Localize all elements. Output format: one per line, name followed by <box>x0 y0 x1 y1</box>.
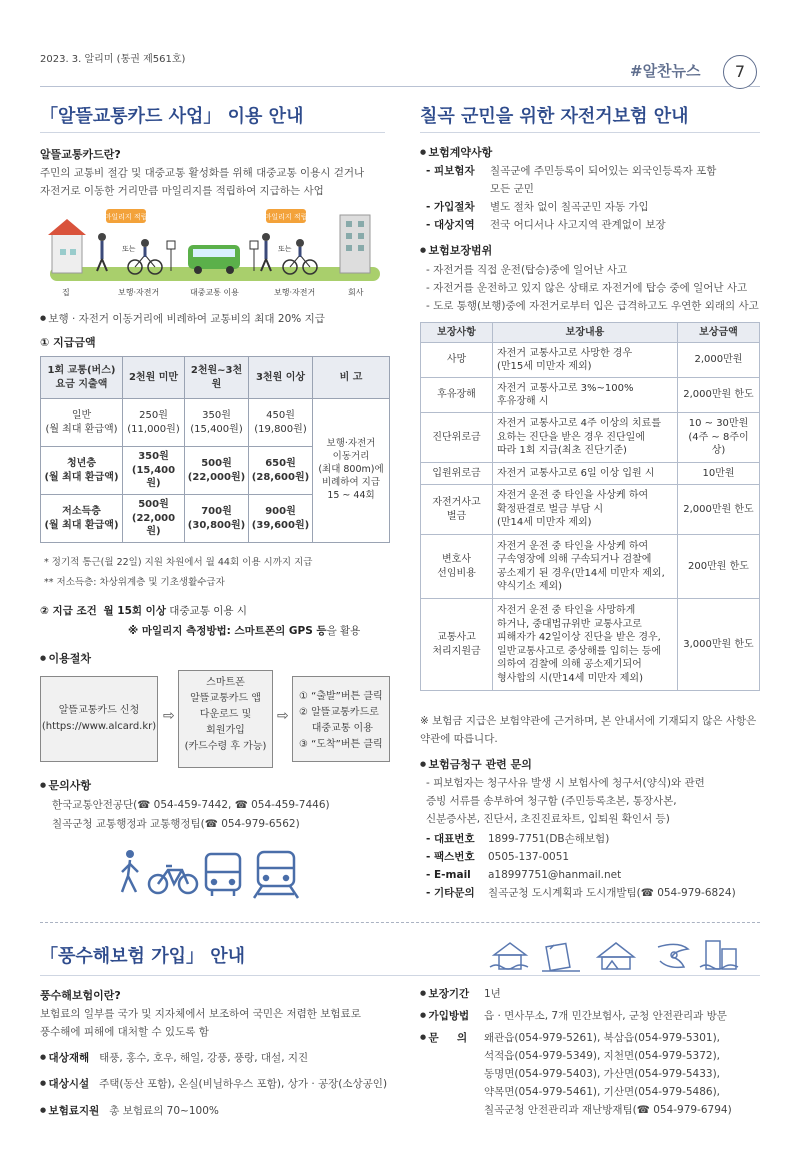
header-divider <box>40 86 760 87</box>
footnote-2: ** 저소득층: 차상위계층 및 기초생활수급자 <box>44 577 225 588</box>
claim-key: - 대표번호 <box>426 833 475 845</box>
flooded-building-icon <box>700 941 738 969</box>
commute-illustration <box>40 205 390 300</box>
flood-what-line: 보험료의 일부를 국가 및 지자체에서 보조하여 국민은 저렴한 보험료로 <box>40 1008 361 1020</box>
coverage-header: 보상금액 <box>678 323 760 343</box>
claim-email[interactable]: a18997751@hanmail.net <box>488 869 622 882</box>
claim-key: - 팩스번호 <box>426 851 475 864</box>
earthquake-building-icon <box>542 943 580 971</box>
flood-item-key: ● 보험료지원 <box>40 1105 99 1117</box>
coverage-cell: 진단위로금 <box>421 413 493 463</box>
refund-cell: 900원 (39,600원) <box>249 495 313 543</box>
flow-arrow-icon: ⇨ <box>163 708 175 724</box>
coverage-table <box>420 322 760 691</box>
coverage-cell: 자전거 운전 중 타인을 사상케 하여 확정판결로 벌금 부담 시 (만14세 미만자 제외) <box>493 485 678 535</box>
refund-cell: 250원 (11,000원) <box>123 399 185 447</box>
refund-header: 2천원~3천원 <box>185 357 249 399</box>
walking-icon <box>122 850 138 892</box>
scope-item: - 자전거를 운전하고 있지 않은 상태로 자전거에 탑승 중에 일어난 사고 <box>426 282 748 295</box>
flood-what-line: 풍수해에 피해에 대처할 수 있도록 함 <box>40 1026 209 1039</box>
flood-right-value: 1년 <box>484 988 501 1000</box>
collapsed-house-icon <box>598 943 634 969</box>
contract-key: - 대상지역 <box>426 218 475 231</box>
flow-step-apply: 알뜰교통카드 신청 (https://www.alcard.kr) <box>40 676 158 762</box>
flood-title: 「풍수해보험 가입」 안내 <box>40 946 246 967</box>
flood-right-key: ● 보장기간 <box>420 985 484 1003</box>
refund-header: 1회 교통(버스) 요금 지출액 <box>41 357 123 399</box>
grass-strip <box>50 267 380 281</box>
walker-head <box>98 233 106 241</box>
bus-stop-sign <box>167 241 175 249</box>
coverage-cell: 2,000만원 <box>678 343 760 378</box>
coverage-cell: 3,000만원 한도 <box>678 599 760 691</box>
cond-label: ② 지급 조건 <box>40 605 97 617</box>
refund-cell: 저소득층 (월 최대 환급액) <box>41 495 123 543</box>
bike-terms-note: ※ 보험금 지급은 보험약관에 근거하며, 본 안내서에 기재되지 않은 사항은 약관에 따릅니다. <box>420 715 757 745</box>
roof-shape <box>48 219 86 235</box>
coverage-header: 보장내용 <box>493 323 678 343</box>
train-icon <box>254 852 298 898</box>
coverage-cell: 자전거 운전 중 타인을 사상케 하여 구속영장에 의해 구속되거나 검찰에 공소제기 된 경우(만14세 미만자 제외, 약식기소 제외) <box>493 535 678 599</box>
coverage-cell: 2,000만원 한도 <box>678 378 760 413</box>
refund-cell: 500원 (22,000원) <box>123 495 185 543</box>
flood-item-key: ● 대상재해 <box>40 1052 89 1064</box>
bike-title-rule <box>420 132 760 133</box>
label-walk-bike: 보행·자전거 <box>118 288 160 297</box>
refund-cell: 일반 (월 최대 환급액) <box>41 399 123 447</box>
card-title-rule <box>40 132 385 133</box>
bus-icon-blue <box>206 854 240 896</box>
flood-right-value: 읍 · 면사무소, 7개 민간보험사, 군청 안전관리과 방문 <box>484 1010 727 1023</box>
flow-step-use: ① “출발”버튼 클릭 ② 알뜰교통카드로 대중교통 이용 ③ “도착”버튼 클릭 <box>292 676 390 762</box>
office-building-icon <box>340 215 370 273</box>
coverage-cell: 사망 <box>421 343 493 378</box>
contract-key: - 피보험자 <box>426 165 475 177</box>
mileage-label-1: 마일리지 적립 <box>104 213 148 221</box>
flood-item-key: ● 대상시설 <box>40 1078 89 1090</box>
walker-head-2 <box>262 233 270 241</box>
card-what-line: 주민의 교통비 절감 및 대중교통 활성화를 위해 대중교통 이용시 걷거나 <box>40 167 365 179</box>
coverage-cell: 10 ~ 30만원 (4주 ~ 8주이상) <box>678 413 760 463</box>
disaster-icons <box>488 937 750 975</box>
refund-header: 비 고 <box>313 357 390 399</box>
refund-header: 2천원 미만 <box>123 357 185 399</box>
card-what-heading: 알뜰교통카드란? <box>40 148 121 161</box>
or-label-1: 또는 <box>122 245 136 253</box>
gps-suffix: 을 활용 <box>326 625 361 637</box>
issue-date: 2023. 3. 알리미 (통권 제561호) <box>40 54 186 65</box>
house-icon <box>52 233 82 273</box>
contract-value: 전국 어디서나 사고지역 관계없이 보장 <box>490 218 666 231</box>
or-label-2: 또는 <box>278 245 292 253</box>
claim-heading: ● 보험금청구 관련 문의 <box>420 757 532 774</box>
bicycle-icon-blue <box>149 866 197 893</box>
refund-header: 3천원 이상 <box>249 357 313 399</box>
cond-value: 월 15회 이상 <box>103 605 166 617</box>
flood-right-value: 왜관읍(054-979-5261), 북삼읍(054-979-5301), 석적읍(054-979-5349), 지천면(054-979-5372), 동명면(054-979-5403), 가산면(054-979-5433), 약목면(054-979-5461), 기산면(054-979-5486), 칠곡군청 안전관리과 재난방재팀(☎ 054-979-6794) <box>484 1032 732 1117</box>
coverage-cell: 자전거사고 벌금 <box>421 485 493 535</box>
coverage-cell: 10만원 <box>678 463 760 485</box>
card-bullet-refund: ● 보행 · 자전거 이동거리에 비례하여 교통비의 최대 20% 지급 <box>40 310 325 328</box>
refund-table <box>40 356 390 543</box>
coverage-cell: 자전거 교통사고로 사망한 경우 (만15세 미만자 제외) <box>493 343 678 378</box>
refund-cell: 350원 (15,400원) <box>185 399 249 447</box>
flood-house-icon <box>490 943 528 969</box>
contract-value: 별도 절차 없이 칠곡군민 자동 가입 <box>490 200 649 213</box>
coverage-header: 보장사항 <box>421 323 493 343</box>
refund-note: 보행·자전거 이동거리 (최대 800m)에 비례하여 지급 15 ~ 44회 <box>313 399 390 543</box>
bike-title: 칠곡 군민을 위한 자전거보험 안내 <box>420 106 689 127</box>
coverage-cell: 변호사 선임비용 <box>421 535 493 599</box>
claim-value: 1899-7751(DB손해보험) <box>488 833 610 845</box>
gps-method: ※ 마일리지 측정방법: 스마트폰의 GPS 등 <box>128 625 327 637</box>
flood-right-key: ● 문 의 <box>420 1029 484 1119</box>
coverage-cell: 교통사고 처리지원금 <box>421 599 493 691</box>
contract-key: - 가입절차 <box>426 200 475 213</box>
coverage-cell: 자전거 교통사고로 4주 이상의 치료를 요하는 진단을 받은 경우 진단일에 따라 1회 지급(최초 진단기준) <box>493 413 678 463</box>
flow-step-app: 스마트폰 알뜰교통카드 앱 다운로드 및 회원가입 (카드수령 후 가능) <box>178 670 273 768</box>
scope-item: - 자전거를 직접 운전(탑승)중에 일어난 사고 <box>426 264 628 276</box>
label-office: 회사 <box>348 288 364 297</box>
card-contact-heading: ● 문의사항 <box>40 778 91 795</box>
amount-heading: ① 지급금액 <box>40 336 96 349</box>
card-contact-2: 칠곡군청 교통행정과 교통행정팀(☎ 054-979-6562) <box>52 818 300 830</box>
refund-cell: 350원 (15,400원) <box>123 447 185 495</box>
coverage-cell: 자전거 교통사고로 6일 이상 입원 시 <box>493 463 678 485</box>
label-home: 집 <box>62 288 70 297</box>
card-what-line: 자전거로 이동한 거리만큼 마일리지를 적립하여 지급하는 사업 <box>40 185 324 198</box>
refund-cell: 청년층 (월 최대 환급액) <box>41 447 123 495</box>
contract-value: 칠곡군에 주민등록이 되어있는 외국인등록자 포함 모든 군민 <box>490 165 717 195</box>
page-number: 7 <box>723 55 757 89</box>
flow-arrow-icon: ⇨ <box>277 708 289 724</box>
coverage-cell: 2,000만원 한도 <box>678 485 760 535</box>
coverage-cell: 입원위로금 <box>421 463 493 485</box>
footnote-1: * 정기적 통근(월 22일) 지원 차원에서 월 44회 이용 시까지 지급 <box>44 557 313 568</box>
coverage-cell: 자전거 교통사고로 3%~100% 후유장해 시 <box>493 378 678 413</box>
flood-right-key: ● 가입방법 <box>420 1007 484 1025</box>
flood-item-value: 총 보험료의 70~100% <box>109 1104 219 1117</box>
refund-cell: 500원 (22,000원) <box>185 447 249 495</box>
flood-item-value: 태풍, 홍수, 호우, 해일, 강풍, 풍랑, 대설, 지진 <box>99 1052 309 1064</box>
coverage-cell: 자전거 운전 중 타인을 사망하게 하거나, 중대법규위반 교통사고로 피해자가 42일이상 진단을 받은 경우, 일반교통사고로 중상해를 입히는 등에 의하여 검찰에 의해 공소제기되어 형사합의 시(만14세 미만자 제외) <box>493 599 678 691</box>
flood-title-rule <box>40 975 760 976</box>
label-walk-bike-2: 보행·자전거 <box>274 288 316 297</box>
typhoon-icon <box>658 944 688 967</box>
claim-text: - 피보험자는 청구사유 발생 시 보험사에 청구서(양식)와 관련 증빙 서류를 송부하여 청구함 (주민등록초본, 통장사본, 신분증사본, 진단서, 초진진료차트, 입퇴원 확인서 등) <box>426 777 705 826</box>
claim-key: - E-mail <box>426 869 471 882</box>
scope-item: - 도로 통행(보행)중에 자전거로부터 입은 급격하고도 우연한 외래의 사고 <box>426 300 759 313</box>
flood-item-value: 주택(동산 포함), 온실(비닐하우스 포함), 상가 · 공장(소상공인) <box>99 1078 388 1091</box>
section-tag: #알찬뉴스 <box>624 60 707 83</box>
card-title: 「알뜰교통카드 사업」 이용 안내 <box>40 106 304 127</box>
mileage-label-2: 마일리지 적립 <box>264 213 308 221</box>
claim-value: 칠곡군청 도시계획과 도시개발팀(☎ 054-979-6824) <box>488 887 736 900</box>
coverage-cell: 후유장해 <box>421 378 493 413</box>
claim-value: 0505-137-0051 <box>488 851 570 864</box>
refund-cell: 650원 (28,600원) <box>249 447 313 495</box>
cond-suffix: 대중교통 이용 시 <box>165 605 247 617</box>
scope-heading: ● 보험보장범위 <box>420 243 492 260</box>
card-contact-1: 한국교통안전공단(☎ 054-459-7442, ☎ 054-459-7446) <box>52 799 330 811</box>
label-transit: 대중교통 이용 <box>190 288 239 297</box>
process-heading: ● 이용절차 <box>40 651 91 668</box>
refund-cell: 700원 (30,800원) <box>185 495 249 543</box>
refund-cell: 450원 (19,800원) <box>249 399 313 447</box>
coverage-cell: 200만원 한도 <box>678 535 760 599</box>
claim-key: - 기타문의 <box>426 887 475 900</box>
transport-icons <box>118 848 308 900</box>
section-separator <box>40 922 760 923</box>
flood-what-heading: 풍수해보험이란? <box>40 989 121 1002</box>
contract-heading: ● 보험계약사항 <box>420 145 492 162</box>
